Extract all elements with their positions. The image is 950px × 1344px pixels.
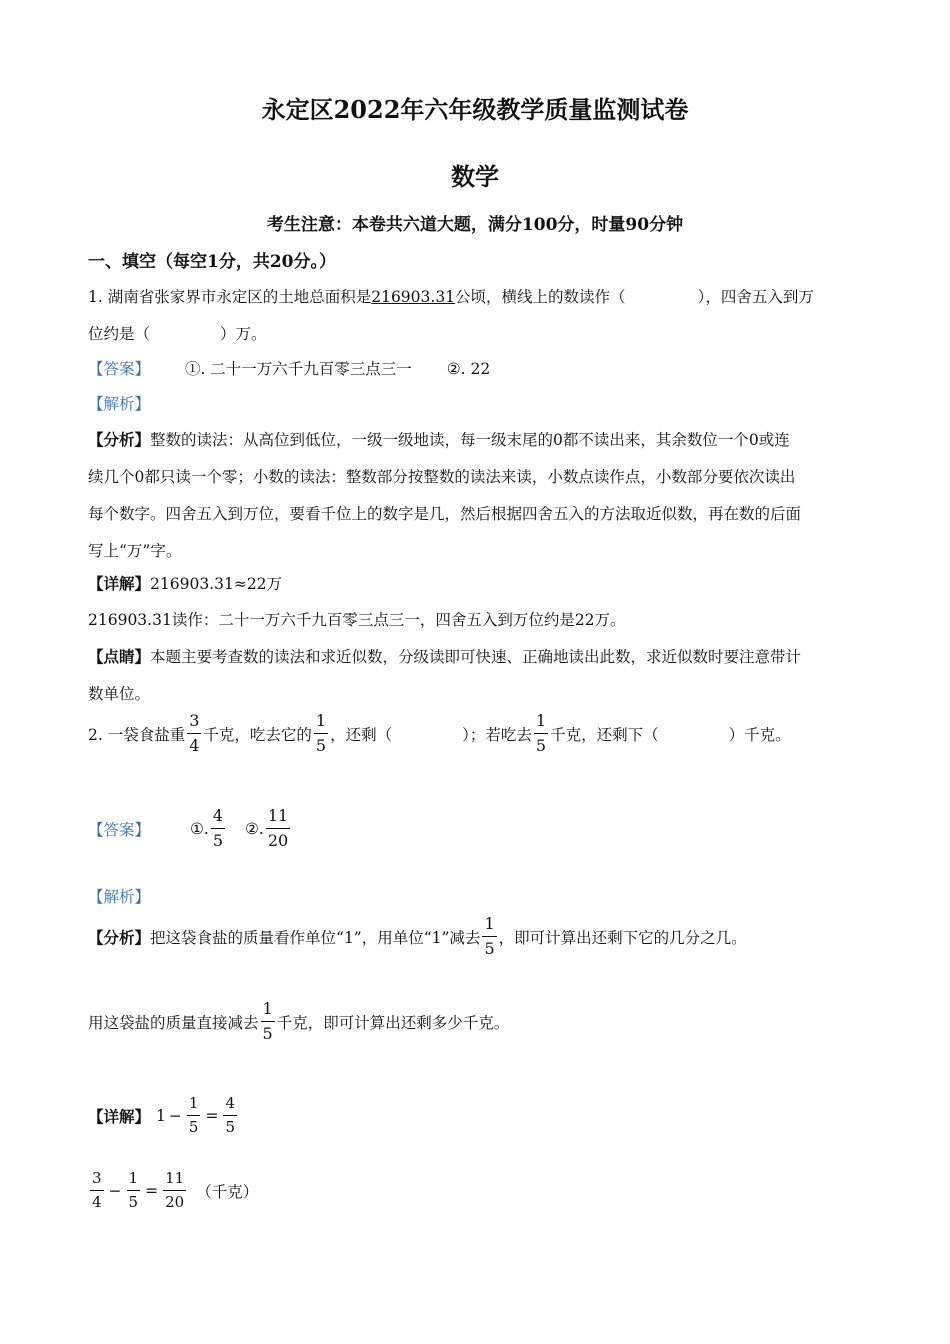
fraction (127, 1171, 141, 1210)
fraction-numerator: 1 (315, 711, 327, 730)
dianjing-label: 【点睛】 (88, 647, 151, 666)
eq-number: 1 (156, 1106, 166, 1125)
fraction-denominator: 5 (211, 828, 225, 849)
q1-fenxi-line-1 (88, 428, 790, 450)
fraction (482, 916, 496, 957)
q2-text-1: 2. 一袋食盐重 (88, 725, 186, 744)
fraction-denominator: 20 (163, 1190, 186, 1210)
fraction (266, 808, 290, 849)
analysis-label: 【解析】 (88, 395, 151, 413)
q1-answer-row (88, 357, 490, 379)
fraction (187, 1096, 201, 1135)
q1-fenxi-line-4: 写上“万”字。 (88, 542, 182, 560)
q2-answer-1-prefix: ①. (190, 819, 209, 838)
q2-text-4: ）；若吃去 (462, 725, 532, 744)
q2-fenxi-text-pre: 把这袋食盐的质量看作单位“1”，用单位“1”减去 (150, 928, 481, 947)
q1-text-post: 公顷，横线上的数读作（ (455, 288, 626, 306)
q2-text-2: 千克，吃去它的 (203, 725, 312, 744)
page-title: 永定区2022年六年级教学质量监测试卷 (261, 95, 689, 124)
fraction (163, 1171, 186, 1210)
minus-sign: − (168, 1106, 182, 1125)
q1-fenxi-line-2: 续几个0都只读一个零；小数的读法：整数部分按整数的读法来读，小数点读作点，小数部分要依次读出 (88, 468, 796, 486)
q2-xiangjie-eq-1 (88, 1096, 239, 1135)
fraction-numerator: 1 (262, 999, 273, 1018)
q1-dianjing-line-2: 数单位。 (88, 685, 151, 703)
fraction-denominator: 5 (127, 1190, 141, 1210)
q2-method-line (88, 1001, 509, 1042)
fraction-numerator: 1 (188, 1094, 199, 1112)
q1-xiangjie-line-1 (88, 572, 282, 594)
q1-answer-2: ②. 22 (446, 360, 491, 378)
fenxi-label: 【分析】 (88, 927, 151, 947)
fraction-denominator: 5 (314, 733, 328, 754)
q2-fenxi-text-post: ，即可计算出还剩下它的几分之几。 (498, 928, 747, 947)
fenxi-label: 【分析】 (88, 430, 151, 449)
fraction (534, 713, 548, 754)
equals-sign: = (145, 1181, 159, 1200)
fraction-numerator: 3 (189, 711, 200, 730)
unit-label: （千克） (196, 1182, 259, 1201)
fraction (90, 1171, 104, 1210)
fraction-denominator: 5 (261, 1021, 275, 1042)
q1-xiangjie-line-2: 216903.31读作：二十一万六千九百零三点三一，四舍五入到万位约是22万。 (88, 611, 626, 629)
q1-dianjing-line-1 (88, 645, 801, 667)
analysis-label: 【解析】 (88, 888, 151, 906)
fraction-denominator: 5 (223, 1115, 237, 1135)
fraction-numerator: 1 (535, 711, 547, 730)
xiangjie-label: 【详解】 (88, 1106, 151, 1126)
question-1-line-2 (88, 322, 267, 344)
question-1-line-1 (88, 285, 814, 307)
dianjing-text: 本题主要考查数的读法和求近似数，分级读即可快速、正确地读出此数，求近似数时要注意带计 (150, 648, 802, 666)
xiangjie-label: 【详解】 (88, 574, 151, 593)
q1-answer-1: ①. 二十一万六千九百零三点三一 (184, 360, 412, 378)
fraction (261, 1001, 275, 1042)
minus-sign: − (108, 1181, 122, 1200)
q1-fenxi-line-3: 每个数字。四舍五入到万位，要看千位上的数字是几，然后根据四舍五入的方法取近似数，再在数的后面 (88, 505, 802, 523)
exam-notice: 考生注意：本卷共六道大题，满分100分，时量90分钟 (266, 215, 684, 235)
q2-fenxi-line (88, 916, 747, 957)
fraction-denominator: 20 (266, 828, 290, 849)
q2-method-text-post: 千克，即可计算出还剩多少千克。 (276, 1013, 510, 1032)
q2-answer-row (88, 808, 292, 849)
fraction-denominator: 5 (534, 733, 548, 754)
fraction-numerator: 4 (212, 806, 224, 825)
q1-text-pre: 1. 湖南省张家界市永定区的土地总面积是 (88, 288, 372, 306)
section-heading: 一、填空（每空1分，共20分。） (88, 252, 336, 272)
fraction (314, 713, 328, 754)
q2-method-text-pre: 用这袋盐的质量直接减去 (88, 1013, 259, 1032)
fraction (223, 1096, 237, 1135)
fraction-denominator: 5 (482, 936, 496, 957)
q2-text-6: ）千克。 (728, 725, 791, 744)
fraction-numerator: 4 (225, 1094, 235, 1112)
fraction-denominator: 5 (187, 1115, 201, 1135)
answer-label: 【答案】 (88, 360, 151, 378)
q1-text-tail: ），四舍五入到万 (697, 288, 814, 306)
q1-line2-tail: ）万。 (220, 325, 267, 343)
equals-sign: = (205, 1106, 219, 1125)
q1-underlined-number: 216903.31 (371, 288, 456, 306)
answer-label: 【答案】 (88, 820, 151, 839)
q1-line2-text: 位约是（ (88, 325, 151, 343)
fraction-numerator: 11 (165, 1169, 185, 1187)
fraction-numerator: 3 (92, 1169, 102, 1187)
question-2-line (88, 713, 791, 754)
fraction (211, 808, 225, 849)
q2-text-3: ，还剩（ (330, 725, 393, 744)
q2-text-5: 千克，还剩下（ (550, 725, 659, 744)
fraction (187, 713, 201, 754)
q2-xiangjie-eq-2 (88, 1171, 258, 1210)
subject-title: 数学 (451, 162, 499, 191)
fraction-denominator: 4 (187, 733, 201, 754)
fraction-numerator: 1 (484, 914, 495, 933)
fenxi-text: 整数的读法：从高位到低位，一级一级地读，每一级末尾的0都不读出来，其余数位一个0或连 (150, 431, 790, 449)
fraction-numerator: 11 (267, 806, 289, 825)
q2-answer-2-prefix: ②. (245, 819, 264, 838)
fraction-numerator: 1 (128, 1169, 139, 1187)
xiangjie-text: 216903.31≈22万 (150, 575, 283, 593)
fraction-denominator: 4 (90, 1190, 104, 1210)
